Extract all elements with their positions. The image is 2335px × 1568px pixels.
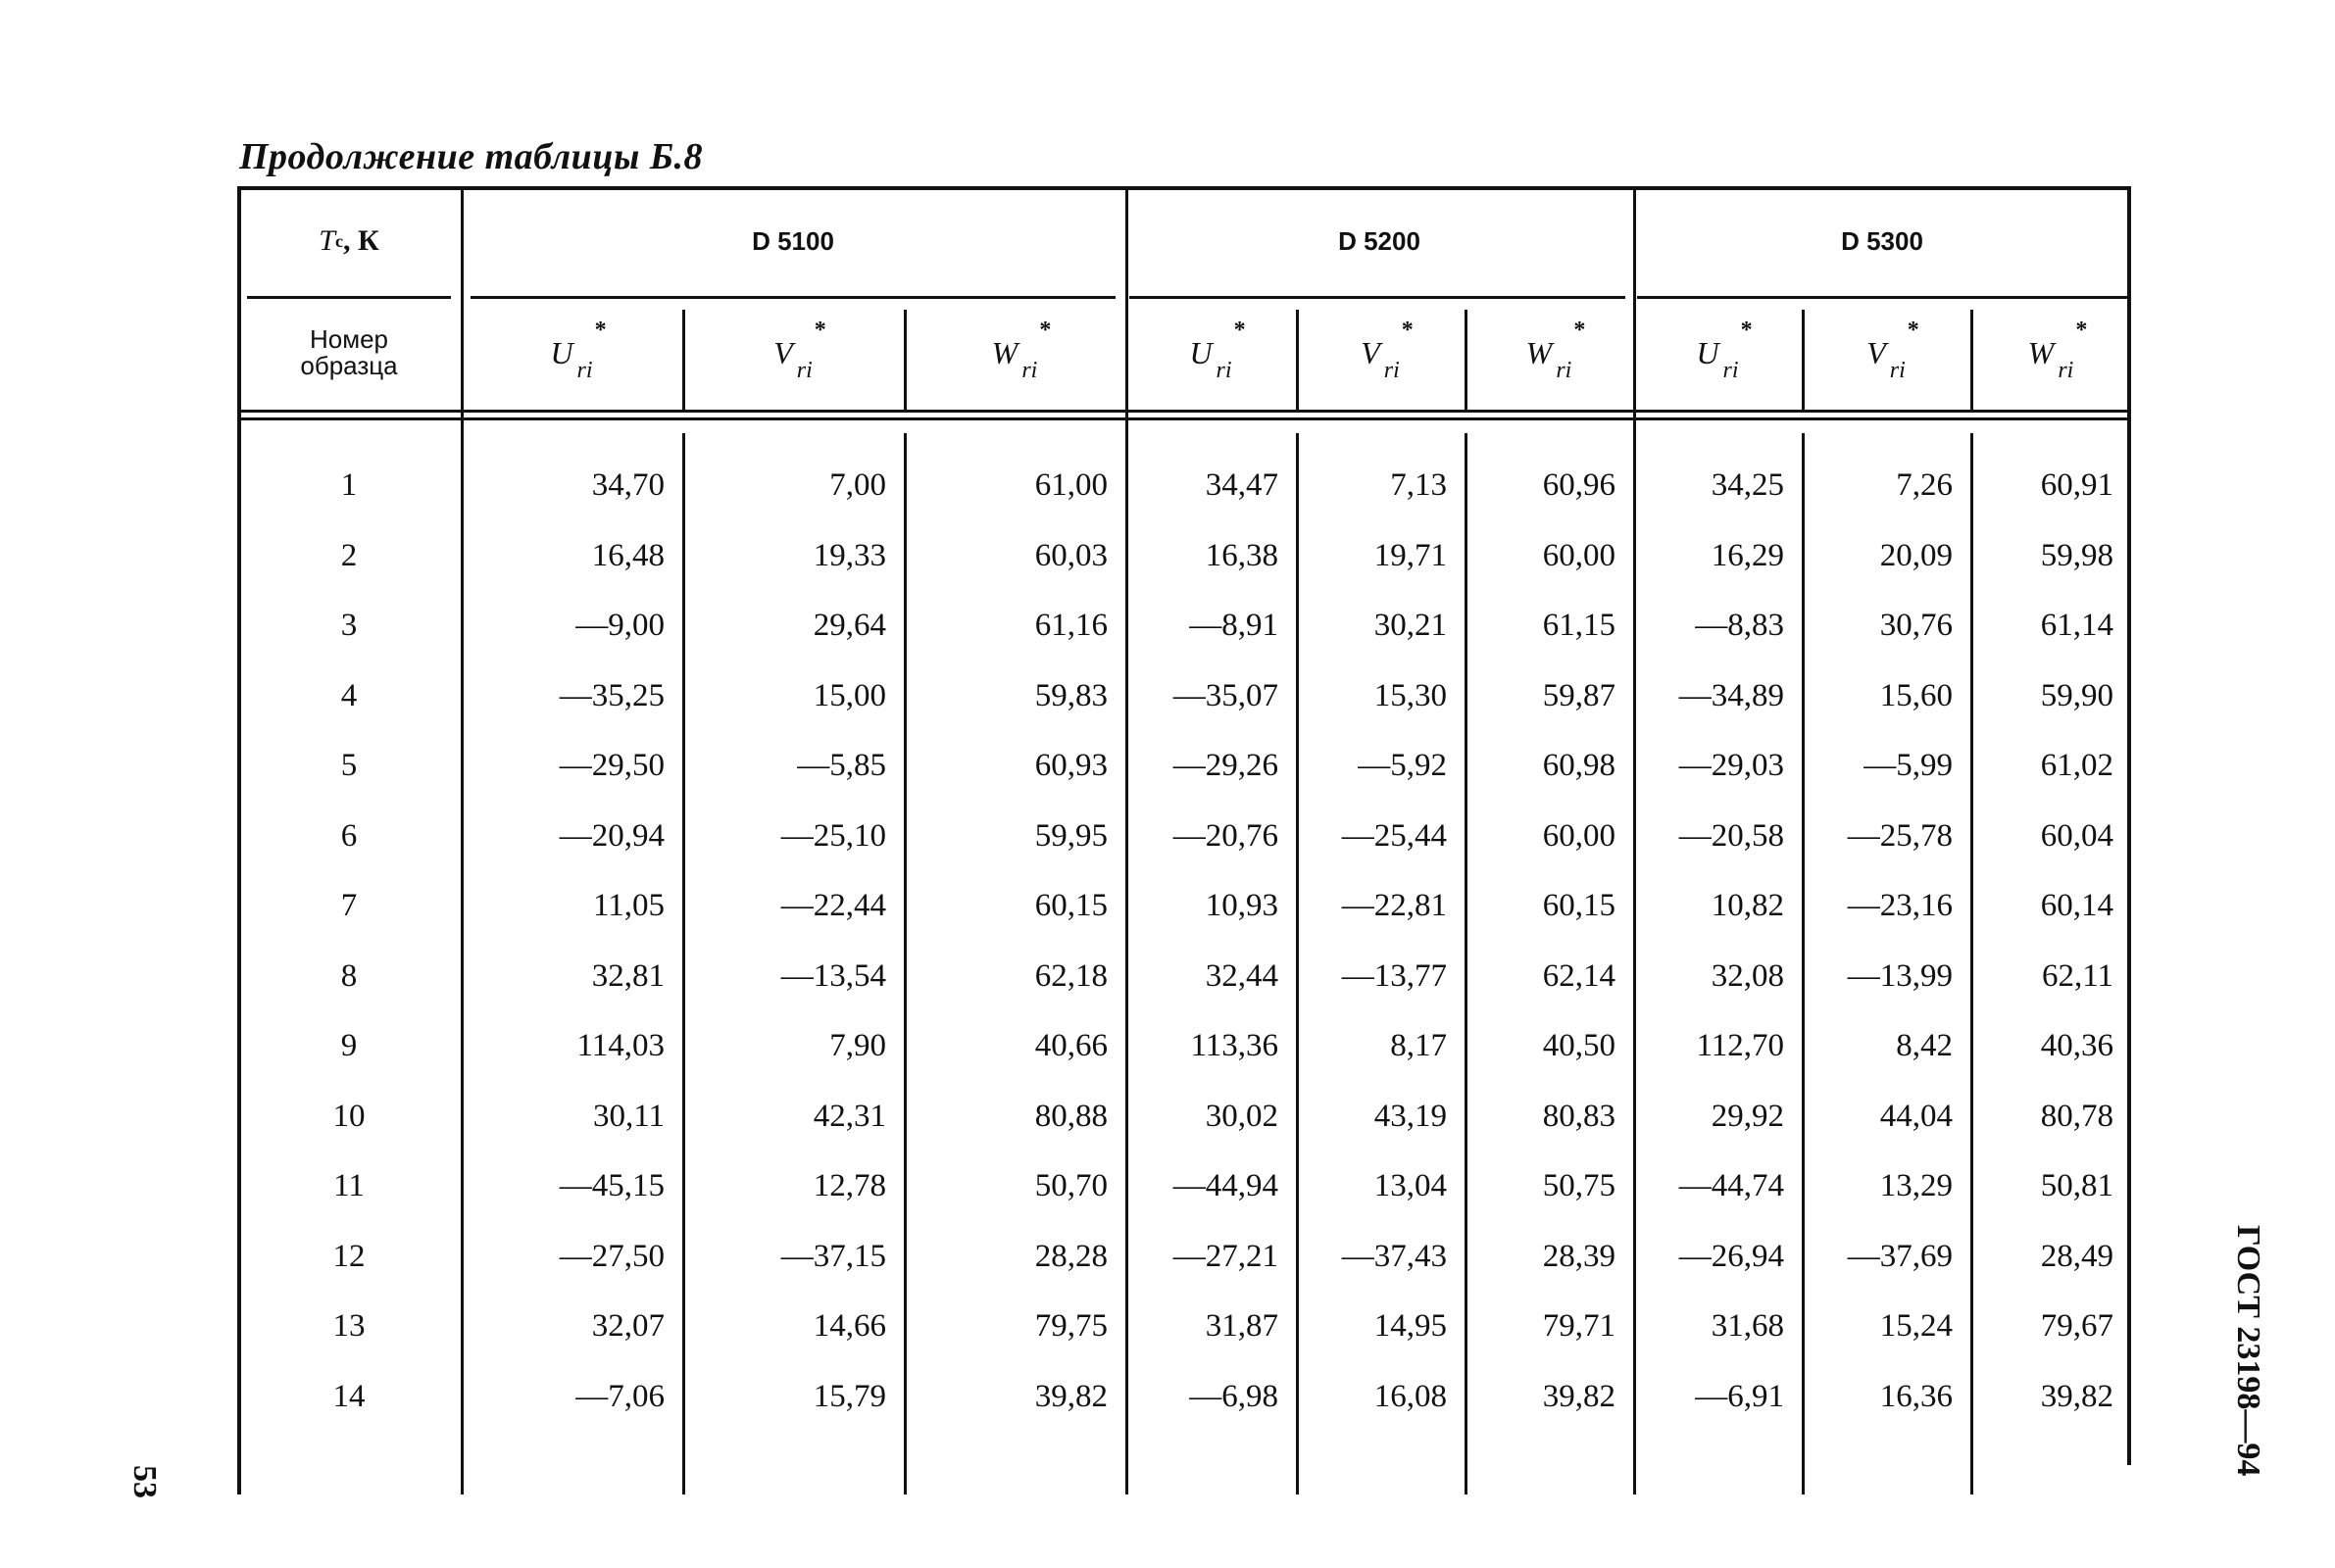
table-cell-value: 32,44 [1205, 957, 1278, 994]
table-cell-value: 34,47 [1205, 467, 1278, 504]
table-cell-value: —22,44 [780, 888, 886, 924]
asterisk-marker: * [594, 317, 607, 343]
table-cell-value: 7,90 [829, 1028, 886, 1064]
table-cell-value: 62,11 [2041, 957, 2113, 994]
coordinate-header [904, 296, 1125, 410]
table-cell-value: 61,15 [1542, 608, 1615, 644]
table-cell-value: —25,10 [780, 817, 886, 854]
coordinate-symbol [2027, 317, 2088, 383]
table-cell-value: 16,29 [1711, 537, 1784, 573]
sample-number: 5 [340, 748, 358, 784]
table-cell-value: 29,92 [1711, 1098, 1784, 1134]
coordinate-header [1125, 296, 1296, 410]
table-cell-value: 60,00 [1542, 537, 1615, 573]
header-bottom-border [237, 410, 2131, 413]
table-cell-value: 16,08 [1373, 1378, 1447, 1414]
coordinate-subscript: ri [796, 357, 813, 383]
coordinate-subscript: ri [1021, 357, 1038, 383]
table-cell-value: 19,33 [813, 537, 886, 573]
table-cell-value: 80,78 [2040, 1098, 2113, 1134]
table-cell-value: 59,83 [1034, 677, 1108, 713]
table-cell-value: 62,14 [1542, 957, 1615, 994]
table-cell-value: 32,08 [1711, 957, 1784, 994]
table-cell-value: 113,36 [1190, 1028, 1278, 1064]
table-cell-value: 16,48 [591, 537, 665, 573]
tc-header [237, 186, 461, 296]
coordinate-header [1802, 296, 1970, 410]
table-cell-value: —20,76 [1172, 817, 1278, 854]
table-cell-value: —6,98 [1189, 1378, 1278, 1414]
table-cell-value: 112,70 [1696, 1028, 1784, 1064]
table-cell-value: 7,00 [829, 467, 886, 504]
page-number: 53 [126, 1465, 163, 1498]
table-cell-value: 13,29 [1879, 1168, 1953, 1204]
table-cell-value: —27,21 [1172, 1238, 1278, 1274]
table-cell-value: 32,07 [591, 1308, 665, 1345]
asterisk-marker: * [814, 317, 826, 343]
table-cell-value: —37,15 [780, 1238, 886, 1274]
asterisk-marker: * [1907, 317, 1919, 343]
table-cell-value: 28,49 [2040, 1238, 2113, 1274]
table-cell-value: 79,67 [2040, 1308, 2113, 1345]
table-cell-value: 39,82 [1542, 1378, 1615, 1414]
table-cell-value: —8,91 [1189, 608, 1278, 644]
coordinate-subscript: ri [1216, 357, 1232, 383]
table-cell-value: 61,16 [1034, 608, 1108, 644]
table-cell-value: 40,50 [1542, 1028, 1615, 1064]
asterisk-marker: * [1740, 317, 1753, 343]
coordinate-symbol [1866, 317, 1919, 383]
table-cell-value: 15,60 [1879, 677, 1953, 713]
table-cell-value: 32,81 [591, 957, 665, 994]
table-cell-value: 60,04 [2040, 817, 2113, 854]
coordinate-subscript: ri [2058, 357, 2074, 383]
table-cell-value: 43,19 [1373, 1098, 1447, 1134]
table-cell-value: 60,14 [2040, 888, 2113, 924]
coordinate-letter: U * [1696, 317, 1753, 370]
table-cell-value: —13,54 [780, 957, 886, 994]
sample-number: 3 [340, 608, 358, 644]
table-cell-value: —22,81 [1341, 888, 1447, 924]
header-bottom-border-double [237, 417, 2131, 420]
tc-unit: , К [342, 224, 379, 257]
table-cell-value: —29,50 [559, 748, 665, 784]
table-cell-value: 16,36 [1879, 1378, 1953, 1414]
table-cell-value: 15,00 [813, 677, 886, 713]
table-cell-value: —5,92 [1358, 748, 1447, 784]
table-cell-value: 12,78 [813, 1168, 886, 1204]
sample-number: 12 [332, 1238, 366, 1274]
asterisk-marker: * [1573, 317, 1586, 343]
table-cell-value: 8,42 [1896, 1028, 1953, 1064]
coordinate-subscript: ri [1556, 357, 1572, 383]
table-cell-value: 59,95 [1034, 817, 1108, 854]
table-caption: Продолжение таблицы Б.8 [239, 136, 703, 177]
table-cell-value: 7,26 [1896, 467, 1953, 504]
table-cell-value: —5,85 [797, 748, 886, 784]
table-cell-value: 8,17 [1390, 1028, 1447, 1064]
coordinate-subscript: ri [1889, 357, 1906, 383]
table-cell-value: 79,75 [1034, 1308, 1108, 1345]
table-cell-value: 28,39 [1542, 1238, 1615, 1274]
group-header: D 5100 [752, 225, 834, 256]
coordinate-symbol [550, 317, 607, 383]
table-cell-value: 39,82 [2040, 1378, 2113, 1414]
table-cell-value: 61,14 [2040, 608, 2113, 644]
coordinate-subscript: ri [576, 357, 593, 383]
asterisk-marker: * [2075, 317, 2088, 343]
table-cell-value: 30,76 [1879, 608, 1953, 644]
table-cell-value: —20,94 [559, 817, 665, 854]
coordinate-header [461, 296, 682, 410]
sample-number: 8 [340, 957, 358, 994]
sample-number: 7 [340, 888, 358, 924]
coordinate-subscript: ri [1722, 357, 1739, 383]
table-cell-value: 11,05 [592, 888, 665, 924]
group-header: D 5200 [1338, 225, 1420, 256]
table-cell-value: 40,36 [2040, 1028, 2113, 1064]
table-cell-value: 80,83 [1542, 1098, 1615, 1134]
table-cell-value: 15,24 [1879, 1308, 1953, 1345]
coordinate-letter: V * [1866, 317, 1919, 370]
coordinate-symbol [1525, 317, 1586, 383]
table-cell-value: —37,69 [1847, 1238, 1953, 1274]
table-cell-value: 60,15 [1034, 888, 1108, 924]
table-cell-value: 15,30 [1373, 677, 1447, 713]
table-cell-value: 61,02 [2040, 748, 2113, 784]
data-table [237, 186, 2131, 1494]
table-cell-value: 39,82 [1034, 1378, 1108, 1414]
table-cell-value: 50,70 [1034, 1168, 1108, 1204]
table-cell-value: 14,66 [813, 1308, 886, 1345]
table-cell-value: 114,03 [576, 1028, 665, 1064]
table-cell-value: —23,16 [1847, 888, 1953, 924]
table-cell-value: 19,71 [1373, 537, 1447, 573]
table-cell-value: 29,64 [813, 608, 886, 644]
table-cell-value: —29,03 [1678, 748, 1784, 784]
coordinate-header [1970, 296, 2131, 410]
coordinate-letter: W * [1525, 317, 1586, 370]
table-cell-value: —34,89 [1678, 677, 1784, 713]
asterisk-marker: * [1401, 317, 1414, 343]
coordinate-symbol [773, 317, 826, 383]
coordinate-letter: V * [773, 317, 826, 370]
table-cell-value: 34,70 [591, 467, 665, 504]
coordinate-header [1465, 296, 1633, 410]
table-cell-value: 40,66 [1034, 1028, 1108, 1064]
table-cell-value: —45,15 [559, 1168, 665, 1204]
coordinate-header [682, 296, 904, 410]
table-cell-value: 80,88 [1034, 1098, 1108, 1134]
sample-number: 6 [340, 817, 358, 854]
table-cell-value: —8,83 [1695, 608, 1784, 644]
coordinate-letter: U * [550, 317, 607, 370]
table-cell-value: —44,94 [1172, 1168, 1278, 1204]
coordinate-symbol [1189, 317, 1246, 383]
table-cell-value: 10,82 [1711, 888, 1784, 924]
table-cell-value: 60,15 [1542, 888, 1615, 924]
table-cell-value: 30,21 [1373, 608, 1447, 644]
table-cell-value: 60,91 [2040, 467, 2113, 504]
table-cell-value: 10,93 [1205, 888, 1278, 924]
table-cell-value: 7,13 [1390, 467, 1447, 504]
coordinate-symbol [991, 317, 1052, 383]
table-cell-value: 59,87 [1542, 677, 1615, 713]
table-cell-value: 50,81 [2040, 1168, 2113, 1204]
coordinate-header [1296, 296, 1465, 410]
sample-number: 14 [332, 1378, 366, 1414]
sample-number: 2 [340, 537, 358, 573]
table-cell-value: 14,95 [1373, 1308, 1447, 1345]
table-cell-value: 34,25 [1711, 467, 1784, 504]
table-cell-value: 15,79 [813, 1378, 886, 1414]
table-cell-value: 30,11 [592, 1098, 665, 1134]
sample-number: 4 [340, 677, 358, 713]
table-cell-value: —25,44 [1341, 817, 1447, 854]
table-cell-value: —27,50 [559, 1238, 665, 1274]
coordinate-letter: U * [1189, 317, 1246, 370]
table-cell-value: 59,98 [2040, 537, 2113, 573]
table-cell-value: —37,43 [1341, 1238, 1447, 1274]
table-cell-value: 44,04 [1879, 1098, 1953, 1134]
coordinate-symbol [1361, 317, 1414, 383]
table-cell-value: 20,09 [1879, 537, 1953, 573]
coordinate-letter: W * [991, 317, 1052, 370]
table-cell-value: 31,68 [1711, 1308, 1784, 1345]
table-cell-value: —5,99 [1863, 748, 1953, 784]
table-cell-value: 16,38 [1205, 537, 1278, 573]
coordinate-header [1633, 296, 1802, 410]
table-cell-value: —13,99 [1847, 957, 1953, 994]
sample-number-header [237, 296, 461, 410]
table-cell-value: —20,58 [1678, 817, 1784, 854]
table-cell-value: 42,31 [813, 1098, 886, 1134]
tc-subscript: с [334, 230, 343, 251]
sample-number: 11 [333, 1168, 365, 1204]
table-cell-value: 79,71 [1542, 1308, 1615, 1345]
table-cell-value: —35,25 [559, 677, 665, 713]
table-cell-value: 28,28 [1034, 1238, 1108, 1274]
column-divider [461, 417, 464, 447]
table-cell-value: —29,26 [1172, 748, 1278, 784]
table-cell-value: —26,94 [1678, 1238, 1784, 1274]
table-cell-value: 13,04 [1373, 1168, 1447, 1204]
coordinate-symbol [1696, 317, 1753, 383]
table-cell-value: 60,03 [1034, 537, 1108, 573]
sample-number: 9 [340, 1028, 358, 1064]
table-cell-value: 62,18 [1034, 957, 1108, 994]
sample-number-header-line: Номер [309, 323, 389, 354]
coordinate-subscript: ri [1383, 357, 1400, 383]
table-cell-value: 60,00 [1542, 817, 1615, 854]
document-standard-label: ГОСТ 23198—94 [2230, 1225, 2266, 1477]
tc-symbol: T [319, 224, 335, 257]
coordinate-letter: W * [2027, 317, 2088, 370]
sample-number: 10 [332, 1098, 366, 1134]
table-cell-value: 50,75 [1542, 1168, 1615, 1204]
table-cell-value: —6,91 [1695, 1378, 1784, 1414]
table-cell-value: 59,90 [2040, 677, 2113, 713]
table-cell-value: —7,06 [575, 1378, 665, 1414]
table-cell-value: 31,87 [1205, 1308, 1278, 1345]
asterisk-marker: * [1233, 317, 1246, 343]
table-cell-value: 60,93 [1034, 748, 1108, 784]
table-cell-value: 61,00 [1034, 467, 1108, 504]
table-cell-value: —44,74 [1678, 1168, 1784, 1204]
table-cell-value: —35,07 [1172, 677, 1278, 713]
table-cell-value: 60,98 [1542, 748, 1615, 784]
table-cell-value: —9,00 [575, 608, 665, 644]
coordinate-letter: V * [1361, 317, 1414, 370]
table-cell-value: 60,96 [1542, 467, 1615, 504]
group-header: D 5300 [1841, 225, 1923, 256]
asterisk-marker: * [1039, 317, 1052, 343]
table-cell-value: —13,77 [1341, 957, 1447, 994]
sample-number: 1 [340, 467, 358, 504]
table-cell-value: —25,78 [1847, 817, 1953, 854]
sample-number: 13 [332, 1308, 366, 1345]
sample-number-header-line: образца [300, 351, 398, 380]
table-cell-value: 30,02 [1205, 1098, 1278, 1134]
